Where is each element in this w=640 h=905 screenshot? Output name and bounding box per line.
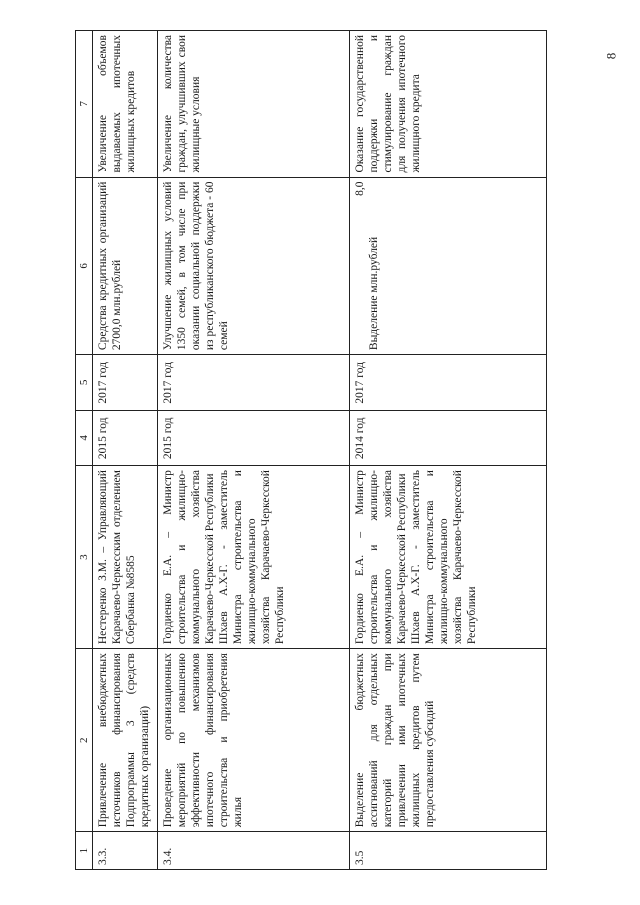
- measures-table: [75, 30, 547, 870]
- col-header-2: 2: [76, 649, 93, 832]
- start-year: 2015 год: [158, 410, 350, 465]
- measure-text: Привлечение внебюджетных источников финансирования Подпрограммы 3 (средств кредитных организаций): [93, 649, 158, 832]
- col-header-7: 7: [76, 31, 93, 178]
- row-number: 3.5: [350, 832, 547, 870]
- start-year: 2014 год: [350, 410, 547, 465]
- responsible-person: Гордиенко Е.А. – Министр строительства и жилищно-коммунального хозяйства Карачаево-Черкесской Республики: [354, 470, 408, 645]
- col-header-4: 4: [76, 410, 93, 465]
- table-row: [350, 31, 547, 870]
- responsible-person: Гордиенко Е.А. – Министр строительства и жилищно-коммунального хозяйства Карачаево-Черкесской Республики: [162, 470, 216, 645]
- table-row: [93, 31, 158, 870]
- responsible-cell: [158, 466, 350, 649]
- responsible-person: Шхаев А.Х-Г. - заместитель Министра строительства и жилищно-коммунального хозяйства Карачаево-Черкесской Республики: [218, 470, 286, 645]
- col-header-3: 3: [76, 466, 93, 649]
- effect-text: Увеличение объемов выдаваемых ипотечных жилищных кредитов: [93, 31, 158, 178]
- col-header-6: 6: [76, 177, 93, 355]
- page-number: 8: [603, 52, 619, 60]
- result-cell: [93, 177, 158, 355]
- end-year: 2017 год: [350, 355, 547, 410]
- row-number: 3.4.: [158, 832, 350, 870]
- effect-text: Увеличение количества граждан, улучшивших свои жилищные условия: [158, 31, 350, 178]
- col-header-5: 5: [76, 355, 93, 410]
- start-year: 2015 год: [93, 410, 158, 465]
- rotated-table-container: [75, 30, 565, 870]
- result-cell: [350, 177, 547, 355]
- result-text: Средства кредитных организаций 2700,0 млн.рублей: [97, 181, 123, 351]
- row-number: 3.3.: [93, 832, 158, 870]
- measure-text: Выделение бюджетных ассигнований для отдельных категорий граждан при привлечении ими ипотечных жилищных кредитов путем предоставления субсидий: [350, 649, 547, 832]
- effect-text: Оказание государственной поддержки и стимулирование граждан для получения ипотечного жилищного кредита: [350, 31, 547, 178]
- responsible-cell: [93, 466, 158, 649]
- header-row: [76, 31, 93, 870]
- end-year: 2017 год: [158, 355, 350, 410]
- measure-text: Проведение организационных мероприятий по повышению эффективности механизмов ипотечного финансирования строительства и приобретения жилья: [158, 649, 350, 832]
- table-row: [158, 31, 350, 870]
- result-text: Выделение млн.рублей: [368, 236, 380, 351]
- result-value: 8,0: [354, 181, 366, 196]
- result-text: Улучшение жилищных условий 1350 семей, в том числе при оказании социальной поддержки из республиканского бюджета - 60 семей: [162, 181, 230, 351]
- responsible-cell: [350, 466, 547, 649]
- end-year: 2017 год: [93, 355, 158, 410]
- result-cell: [158, 177, 350, 355]
- responsible-person: Нестеренко З.М. – Управляющий Карачаево-Черкесским отделением Сбербанка №8585: [97, 470, 137, 645]
- col-header-1: 1: [76, 832, 93, 870]
- responsible-person: Шхаев А.Х-Г. - заместитель Министра строительства и жилищно-коммунального хозяйства Карачаево-Черкесской Республики: [410, 470, 478, 645]
